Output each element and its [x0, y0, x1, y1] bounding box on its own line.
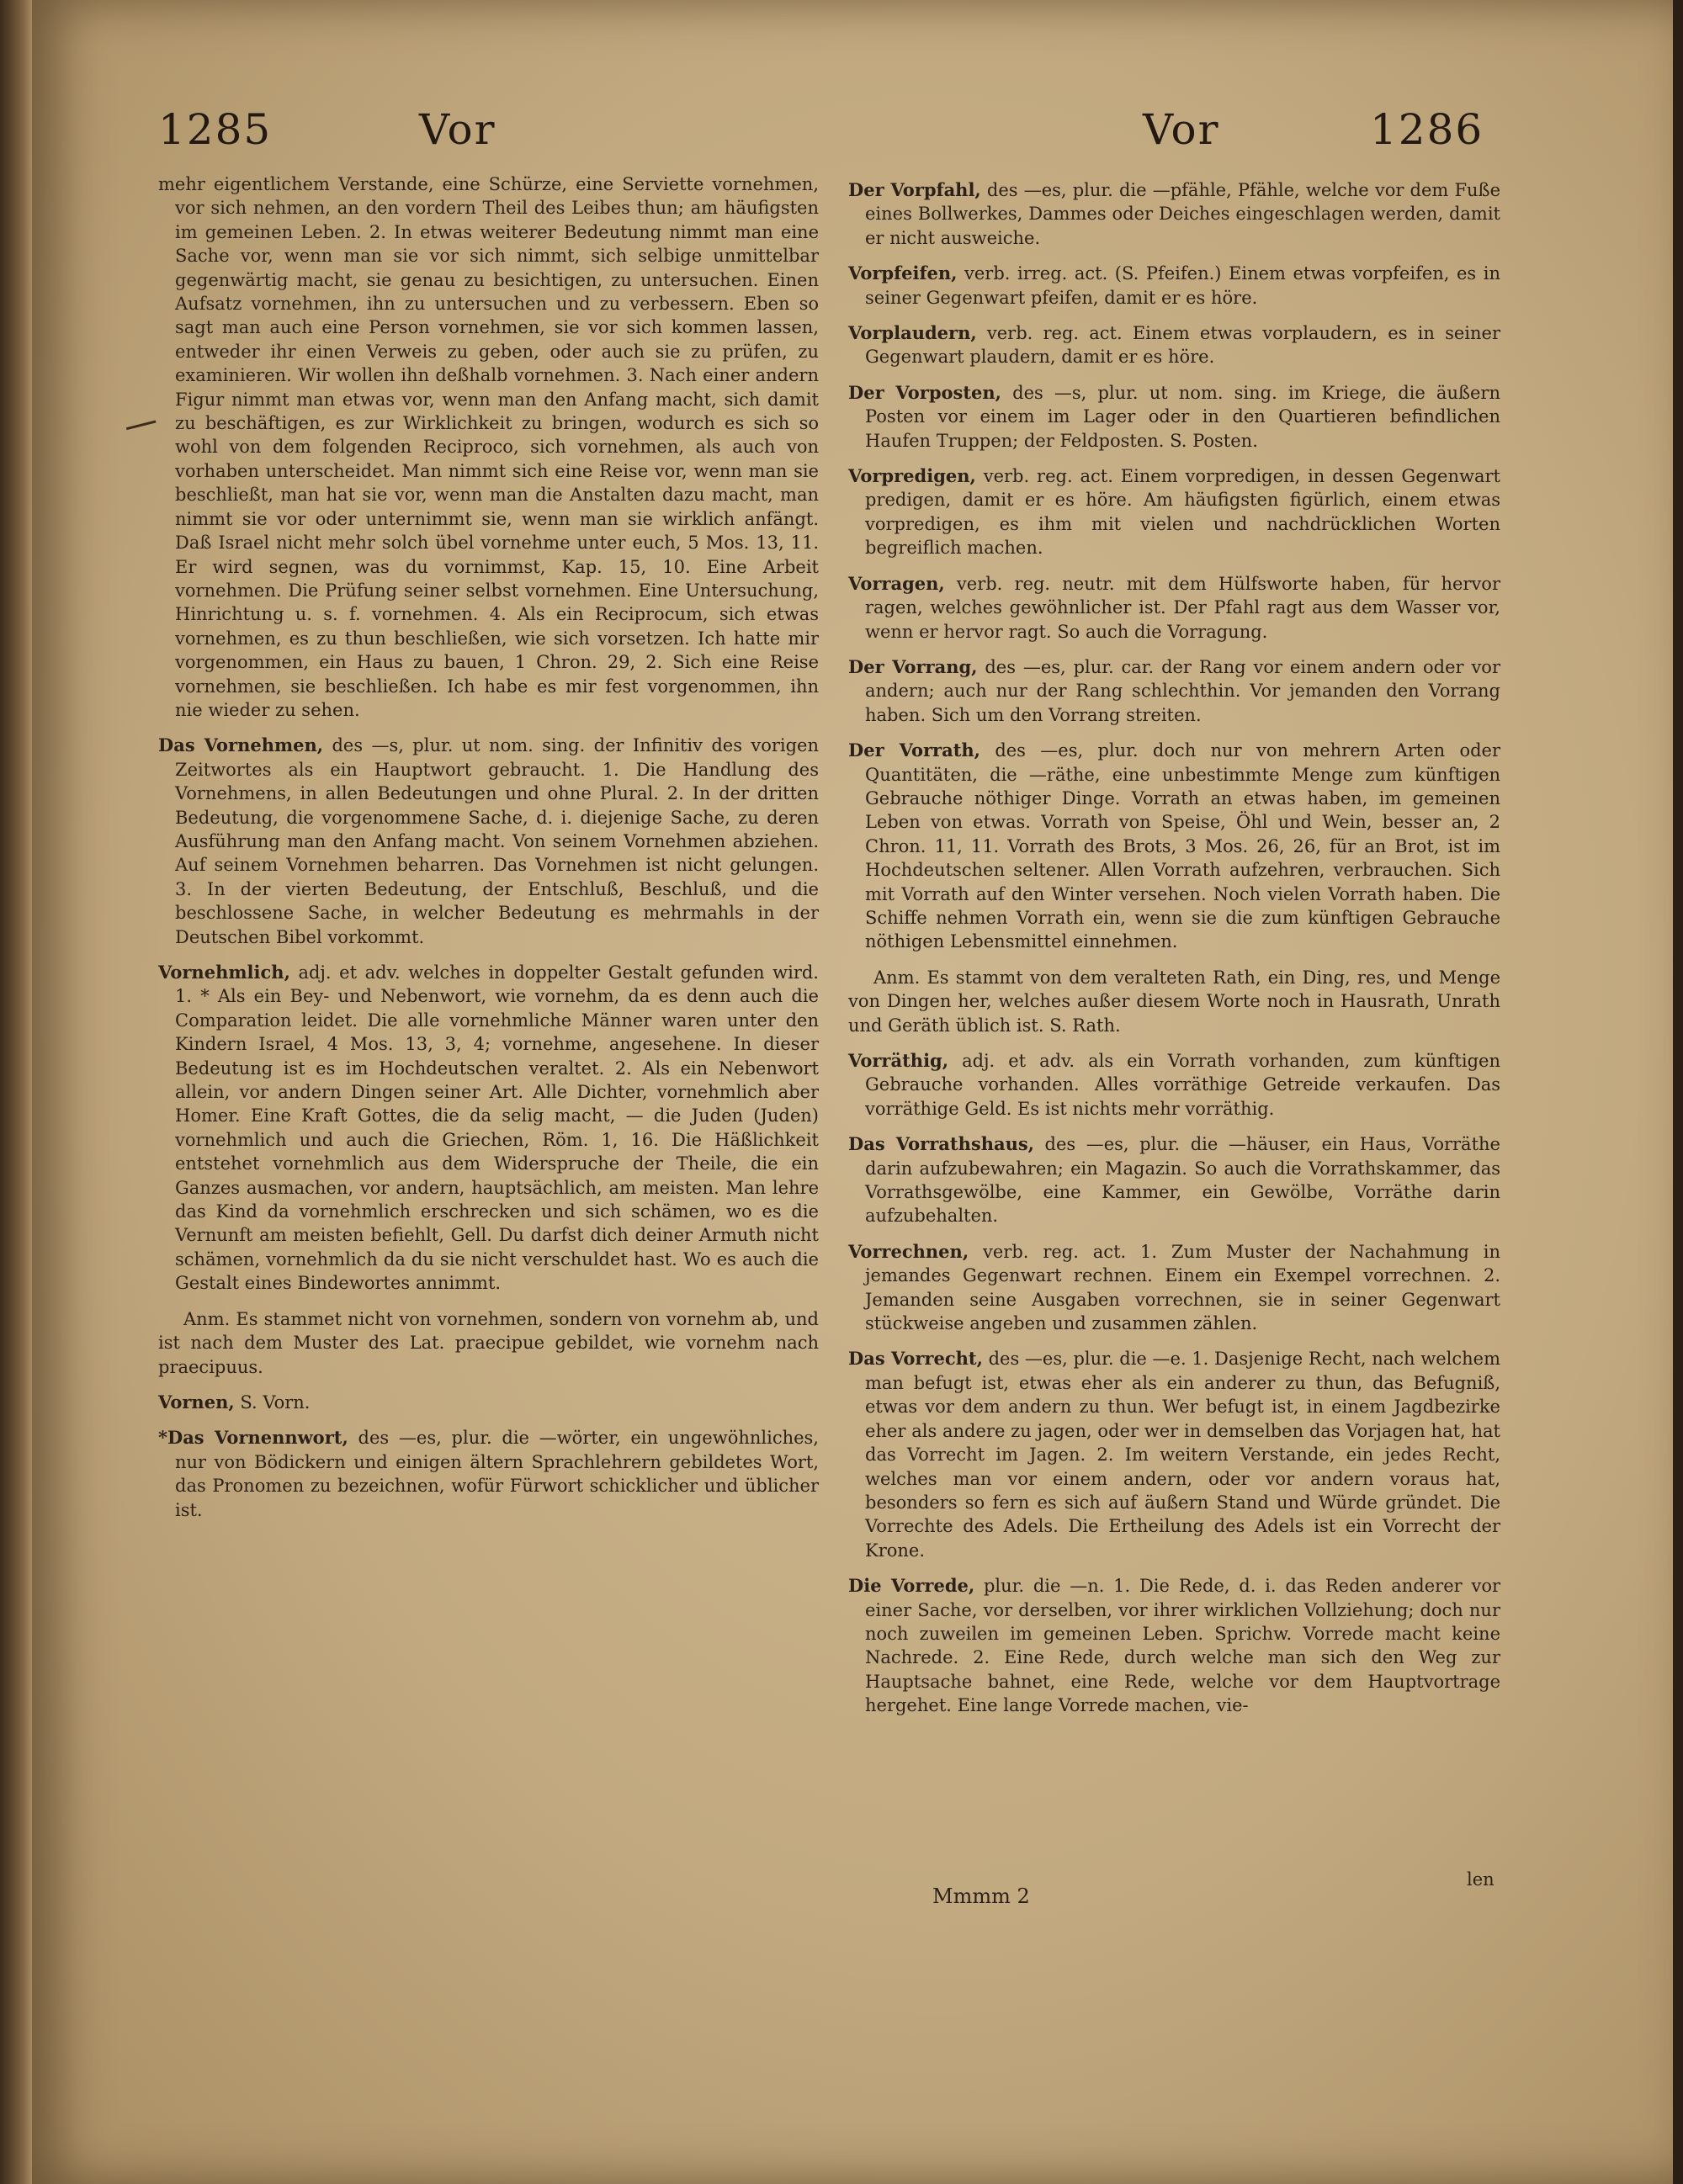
annotation-note: [158, 1307, 819, 1379]
dictionary-entry: [848, 1347, 1500, 1562]
book-spine: [0, 0, 32, 2184]
entry-text: S. Vorn.: [240, 1392, 311, 1413]
entry-headword: Vorragen,: [848, 572, 945, 594]
entry-headword: Der Vorposten,: [848, 381, 1001, 403]
left-running-head: Vor: [419, 105, 496, 154]
entry-text: des —s, plur. ut nom. sing. der Infinitiv des vorigen Zeitwortes als ein Hauptwort gebraucht. 1. Die Handlung des Vornehmens, in allen Bedeutungen und ohne Plural. 2. In der dritten Bedeutung, die vorgenommene Sache, d. i. diejenige Sache, zu deren Ausführung man den Anfang macht. Von seinem Vornehmen abziehen. Auf seinem Vornehmen beharren. Das Vornehmen ist nicht gelungen. 3. In der vierten Bedeutung, der Entschluß, Beschluß, und die beschlossene Sache, in welcher Bedeutung es mehrmahls in der Deutschen Bibel vorkommt.: [175, 735, 819, 947]
dictionary-entry: [848, 1574, 1500, 1717]
entry-headword: *Das Vornennwort,: [158, 1427, 348, 1449]
entry-headword: Vornen,: [158, 1391, 235, 1413]
entry-headword: Vorrechnen,: [848, 1240, 969, 1262]
entry-text: Anm. Es stammt von dem veralteten Rath, ein Ding, res, und Menge von Dingen her, welches außer diesem Worte noch in Hausrath, Unrath und Geräth üblich ist. S. Rath.: [848, 967, 1500, 1036]
entry-text: verb. irreg. act. (S. Pfeifen.) Einem etwas vorpfeifen, es in seiner Gegenwart pfeifen, damit er es höre.: [865, 263, 1500, 308]
dictionary-entry: [158, 1426, 819, 1522]
margin-pen-mark: [123, 409, 156, 430]
entry-headword: Vornehmlich,: [158, 962, 290, 983]
entry-headword: Der Vorrang,: [848, 655, 978, 677]
left-page-number: 1285: [158, 105, 273, 154]
entry-text: plur. die —n. 1. Die Rede, d. i. das Reden anderer vor einer Sache, vor derselben, vor ihrer wirklichen Vollziehung; doch nur noch zuweilen im gemeinen Leben. Sprichw. Vorrede macht keine Nachrede. 2. Eine Rede, durch welche man sich den Weg zur Hauptsache bahnet, eine Rede, welche vor dem Hauptvortrage hergehet. Eine lange Vorrede machen, vie-: [865, 1576, 1500, 1716]
dictionary-entry: [848, 572, 1500, 644]
dictionary-entry: [848, 1049, 1500, 1121]
dictionary-entry: [158, 1391, 819, 1414]
entry-headword: Vorräthig,: [848, 1050, 949, 1071]
dictionary-entry: [848, 178, 1500, 250]
entry-headword: Das Vorrecht,: [848, 1348, 983, 1370]
dictionary-entry: [158, 734, 819, 949]
entry-text: adj. et adv. als ein Vorrath vorhanden, zum künftigen Gebrauche vorhanden. Alles vorräthige Getreide verkaufen. Das vorräthige Geld. Es ist nichts mehr vorräthig.: [865, 1051, 1500, 1119]
dictionary-entry: [848, 739, 1500, 954]
entry-text: mehr eigentlichem Verstande, eine Schürze, eine Serviette vornehmen, vor sich nehmen, an den vordern Theil des Leibes thun; am häufigsten im gemeinen Leben. 2. In etwas weiterer Bedeutung nimmt man eine Sache vor, wenn man sie vor sich nimmt, sich selbige unmittelbar gegenwärtig macht, sie genau zu besichtigen, zu untersuchen. Einen Aufsatz vornehmen, ihn zu untersuchen und zu verbessern. Eben so sagt man auch eine Person vornehmen, sie vor sich kommen lassen, entweder ihr einen Verweis zu geben, oder auch sie zu prüfen, zu examinieren. Wir wollen ihn deßhalb vornehmen. 3. Nach einer andern Figur nimmt man etwas vor, wenn man den Anfang macht, sich damit zu beschäftigen, es zur Wirklichkeit zu bringen, wodurch es sich so wohl von dem folgenden Reciproco, sich vornehmen, als auch von vorhaben unterscheidet. Man nimmt sich eine Reise vor, wenn man sie beschließt, man hat sie vor, wenn man die Anstalten dazu macht, man nimmt sie vor oder unternimmt sie, wenn man sie wirklich anfängt. Daß Israel nicht mehr solch übel vornehme unter euch, 5 Mos. 13, 11. Er wird segnen, was du vornimmst, Kap. 15, 10. Eine Arbeit vornehmen. Die Prüfung seiner selbst vornehmen. Eine Untersuchung, Hinrichtung u. s. f. vornehmen. 4. Als ein Reciprocum, sich etwas vornehmen, es zu thun beschließen, wie sich vorsetzen. Ich hatte mir vorgenommen, ein Haus zu bauen, 1 Chron. 29, 2. Sich eine Reise vornehmen, sie beschließen. Ich habe es mir fest vorgenommen, ihn nie wieder zu sehen.: [158, 174, 819, 720]
dictionary-entry: [848, 321, 1500, 369]
entry-text: des —es, plur. die —e. 1. Dasjenige Recht, nach welchem man befugt ist, etwas eher als ein anderer zu thun, das Befugniß, etwas vor dem andern zu thun. Wer befugt ist, in einem Jagdbezirke eher als andere zu jagen, oder wer in demselben das Vorjagen hat, hat das Vorrecht im Jagen. 2. Im weitern Verstande, ein jedes Recht, welches man vor einem andern, oder vor andern voraus hat, besonders so fern es sich auf äußern Stand und Würde gründet. Die Vorrechte des Adels. Die Ertheilung des Adels ist ein Vorrecht der Krone.: [865, 1349, 1500, 1561]
entry-text: verb. reg. neutr. mit dem Hülfsworte haben, für hervor ragen, welches gewöhnlicher ist. Der Pfahl ragt aus dem Wasser vor, wenn er hervor ragt. So auch die Vorragung.: [865, 573, 1500, 642]
entry-text: adj. et adv. welches in doppelter Gestalt gefunden wird. 1. * Als ein Bey- und Nebenwort, wie vornehm, da es denn auch die Comparation leidet. Die alle vornehmliche Männer waren unter den Kindern Israel, 4 Mos. 13, 3, 4; vornehme, angesehene. In dieser Bedeutung ist es im Hochdeutschen veraltet. 2. Als ein Nebenwort allein, vor andern Dingen seiner Art. Alle Dichter, vornehmlich aber Homer. Eine Kraft Gottes, die da selig macht, — die Juden (Juden) vornehmlich und auch die Griechen, Röm. 1, 16. Die Häßlichkeit entstehet vornehmlich aus dem Widerspruche der Theile, die ein Ganzes ausmachen, vor andern, hauptsächlich, am meisten. Man lehre das Kind da vornehmlich erschrecken und sich schämen, wo es die Vernunft am meisten befiehlt, Gell. Du darfst dich deiner Armuth nicht schämen, vornehmlich da du sie nicht verschuldet hast. Wo es auch die Gestalt eines Bindewortes annimmt.: [175, 962, 819, 1294]
signature-mark: Mmmm 2: [932, 1884, 1030, 1908]
dictionary-entry: [848, 262, 1500, 310]
entry-headword: Der Vorpfahl,: [848, 179, 981, 200]
dictionary-entry: [158, 961, 819, 1296]
entry-headword: Das Vorrathshaus,: [848, 1133, 1034, 1155]
entry-headword: Vorpfeifen,: [848, 262, 958, 284]
right-page-number: 1286: [1370, 105, 1484, 154]
entry-text: des —es, plur. doch nur von mehrern Arten oder Quantitäten, die —räthe, eine unbestimmte Menge zum künftigen Gebrauche nöthiger Dinge. Vorrath an etwas haben, im gemeinen Leben von etwas. Vorrath von Speise, Öhl und Wein, besser an, 2 Chron. 11, 11. Vorrath des Brots, 3 Mos. 26, 26, für an Brot, ist im Hochdeutschen seltener. Allen Vorrath aufzehren, verbrauchen. Sich mit Vorrath auf den Winter versehen. Noch vielen Vorrath haben. Die Schiffe nehmen Vorrath ein, wenn sie die zum künftigen Gebrauche nöthigen Lebensmittel einnehmen.: [865, 740, 1500, 952]
dictionary-entry: [848, 464, 1500, 560]
right-running-head: Vor: [1143, 105, 1220, 154]
entry-headword: Das Vornehmen,: [158, 734, 324, 756]
entry-text: des —es, plur. die —wörter, ein ungewöhnliches, nur von Bödickern und einigen ältern Sprachlehrern gebildetes Wort, das Pronomen zu bezeichnen, wofür Fürwort schicklicher und üblicher ist.: [175, 1428, 819, 1520]
catchword: len: [1467, 1869, 1495, 1890]
dictionary-entry: [158, 172, 819, 722]
entry-headword: Vorpredigen,: [848, 465, 976, 487]
entry-text: des —s, plur. ut nom. sing. im Kriege, die äußern Posten vor einem im Lager oder in den Quartieren befindlichen Haufen Truppen; der Feldposten. S. Posten.: [865, 382, 1500, 451]
dictionary-entry: [848, 1240, 1500, 1336]
entry-headword: Die Vorrede,: [848, 1575, 975, 1597]
dictionary-entry: [848, 655, 1500, 727]
dictionary-entry: [848, 1132, 1500, 1228]
entry-text: verb. reg. act. Einem etwas vorplaudern, es in seiner Gegenwart plaudern, damit er es höre.: [865, 323, 1500, 368]
dictionary-page: [32, 0, 1673, 2184]
entry-text: verb. reg. act. Einem vorpredigen, in dessen Gegenwart predigen, damit er es höre. Am häufigsten figürlich, einem etwas vorpredigen, es ihm mit vielen und nachdrücklichen Worten begreiflich machen.: [865, 466, 1500, 559]
entry-text: Anm. Es stammet nicht von vornehmen, sondern von vornehm ab, und ist nach dem Muster des Lat. praecipue gebildet, wie vornehm nach praecipuus.: [158, 1308, 819, 1377]
entry-headword: Der Vorrath,: [848, 739, 980, 761]
entry-text: verb. reg. act. 1. Zum Muster der Nachahmung in jemandes Gegenwart rechnen. Einem ein Exempel vorrechnen. 2. Jemanden seine Ausgaben vorrechnen, sie in seiner Gegenwart stückweise angeben und zusammen zählen.: [865, 1241, 1500, 1334]
entry-text: des —es, plur. die —pfähle, Pfähle, welche vor dem Fuße eines Bollwerkes, Dammes oder Deiches eingeschlagen werden, damit er nicht ausweiche.: [865, 180, 1501, 248]
annotation-note: [848, 966, 1500, 1037]
right-column: [848, 178, 1500, 1730]
dictionary-entry: [848, 381, 1500, 453]
entry-headword: Vorplaudern,: [848, 322, 977, 344]
entry-text: des —es, plur. car. der Rang vor einem andern oder vor andern; auch nur der Rang schlechthin. Vor jemanden den Vorrang haben. Sich um den Vorrang streiten.: [865, 656, 1500, 725]
left-column: [158, 172, 819, 1534]
entry-text: des —es, plur. die —häuser, ein Haus, Vorräthe darin aufzubewahren; ein Magazin. So auch die Vorrathskammer, das Vorrathsgewölbe, eine Kammer, ein Gewölbe, Vorräthe darin aufzubehalten.: [865, 1134, 1500, 1227]
